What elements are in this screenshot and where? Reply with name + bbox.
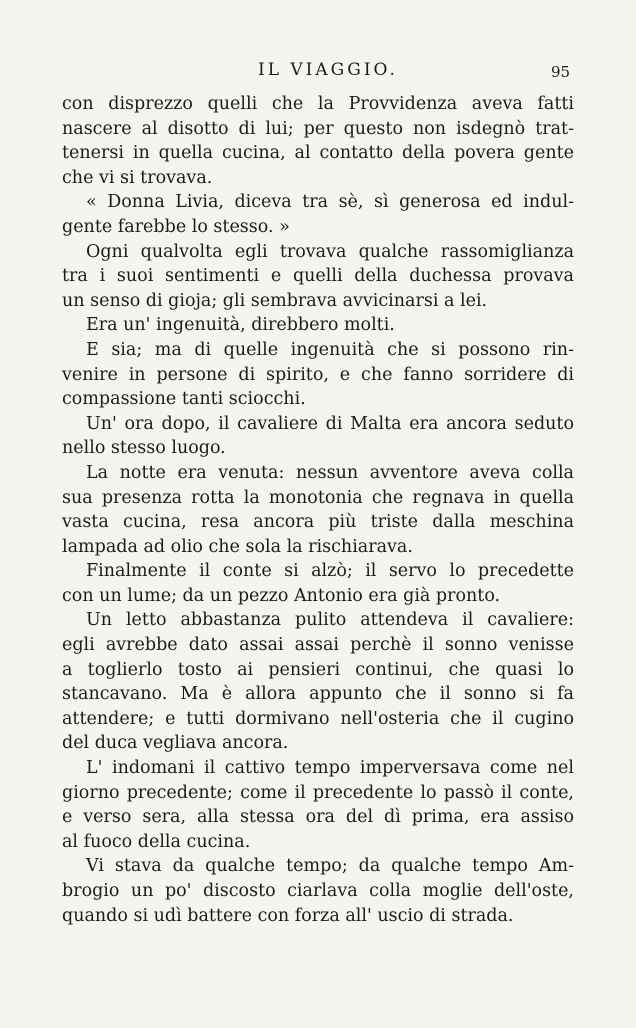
- paragraph: [62, 92, 574, 190]
- body-text: [62, 92, 574, 928]
- paragraph: [62, 559, 574, 608]
- text-line: tra i suoi sentimenti e quelli della duchessa provava: [62, 266, 574, 287]
- text-line: gente farebbe lo stesso. »: [62, 216, 290, 237]
- text-line: Un letto abbastanza pulito attendeva il cavaliere:: [86, 610, 574, 631]
- text-line: vasta cucina, resa ancora più triste dalla meschina: [62, 512, 574, 533]
- text-line: egli avrebbe dato assai assai perchè il sonno venisse: [62, 635, 574, 656]
- text-line: « Donna Livia, diceva tra sè, sì generosa ed indul-: [86, 192, 574, 213]
- text-line: un senso di gioja; gli sembrava avvicinarsi a lei.: [62, 290, 488, 311]
- paragraph: [62, 190, 574, 239]
- text-line: compassione tanti sciocchi.: [62, 389, 306, 410]
- page-header: [0, 60, 636, 90]
- text-line: stancavano. Ma è allora appunto che il sonno si fa: [62, 684, 574, 705]
- text-line: a toglierlo tosto ai pensieri continui, che quasi lo: [62, 659, 574, 680]
- paragraph: [62, 608, 574, 756]
- text-line: venire in persone di spirito, e che fanno sorridere di: [62, 364, 574, 385]
- text-line: lampada ad olio che sola la rischiarava.: [62, 536, 413, 557]
- text-line: quando si udì battere con forza all' uscio di strada.: [62, 905, 514, 926]
- text-line: al fuoco della cucina.: [62, 831, 251, 852]
- paragraph: [62, 240, 574, 314]
- text-line: del duca vegliava ancora.: [62, 733, 289, 754]
- paragraph: [62, 313, 574, 338]
- running-title: IL VIAGGIO.: [258, 60, 398, 80]
- paragraph: [62, 854, 574, 928]
- text-line: Vi stava da qualche tempo; da qualche tempo Am-: [86, 856, 574, 877]
- text-line: Finalmente il conte si alzò; il servo lo precedette: [86, 561, 574, 582]
- text-line: che vi si trovava.: [62, 167, 213, 188]
- text-line: nascere al disotto di lui; per questo non isdegnò trat-: [62, 118, 574, 139]
- text-line: La notte era venuta: nessun avventore aveva colla: [86, 462, 574, 483]
- text-line: attendere; e tutti dormivano nell'osteria che il cugino: [62, 708, 574, 729]
- text-line: Era un' ingenuità, direbbero molti.: [86, 315, 395, 336]
- paragraph: [62, 756, 574, 854]
- text-line: brogio un po' discosto ciarlava colla moglie dell'oste,: [62, 881, 574, 901]
- page-number: 95: [551, 63, 571, 81]
- text-line: Ogni qualvolta egli trovava qualche rassomiglianza: [86, 241, 574, 262]
- paragraph: [62, 461, 574, 559]
- text-line: L' indomani il cattivo tempo imperversava come nel: [86, 758, 574, 779]
- text-line: sua presenza rotta la monotonia che regnava in quella: [62, 487, 574, 508]
- text-line: nello stesso luogo.: [62, 438, 226, 459]
- paragraph: [62, 338, 574, 412]
- paragraph: [62, 412, 574, 461]
- text-line: E sia; ma di quelle ingenuità che si possono rin-: [86, 339, 574, 360]
- text-line: e verso sera, alla stessa ora del dì prima, era assiso: [62, 807, 574, 828]
- text-line: con disprezzo quelli che la Provvidenza aveva fatti: [62, 94, 574, 114]
- text-line: giorno precedente; come il precedente lo passò il conte,: [62, 782, 574, 803]
- text-line: Un' ora dopo, il cavaliere di Malta era ancora seduto: [86, 413, 574, 434]
- text-line: tenersi in quella cucina, al contatto della povera gente: [62, 143, 574, 164]
- text-line: con un lume; da un pezzo Antonio era già pronto.: [62, 585, 501, 606]
